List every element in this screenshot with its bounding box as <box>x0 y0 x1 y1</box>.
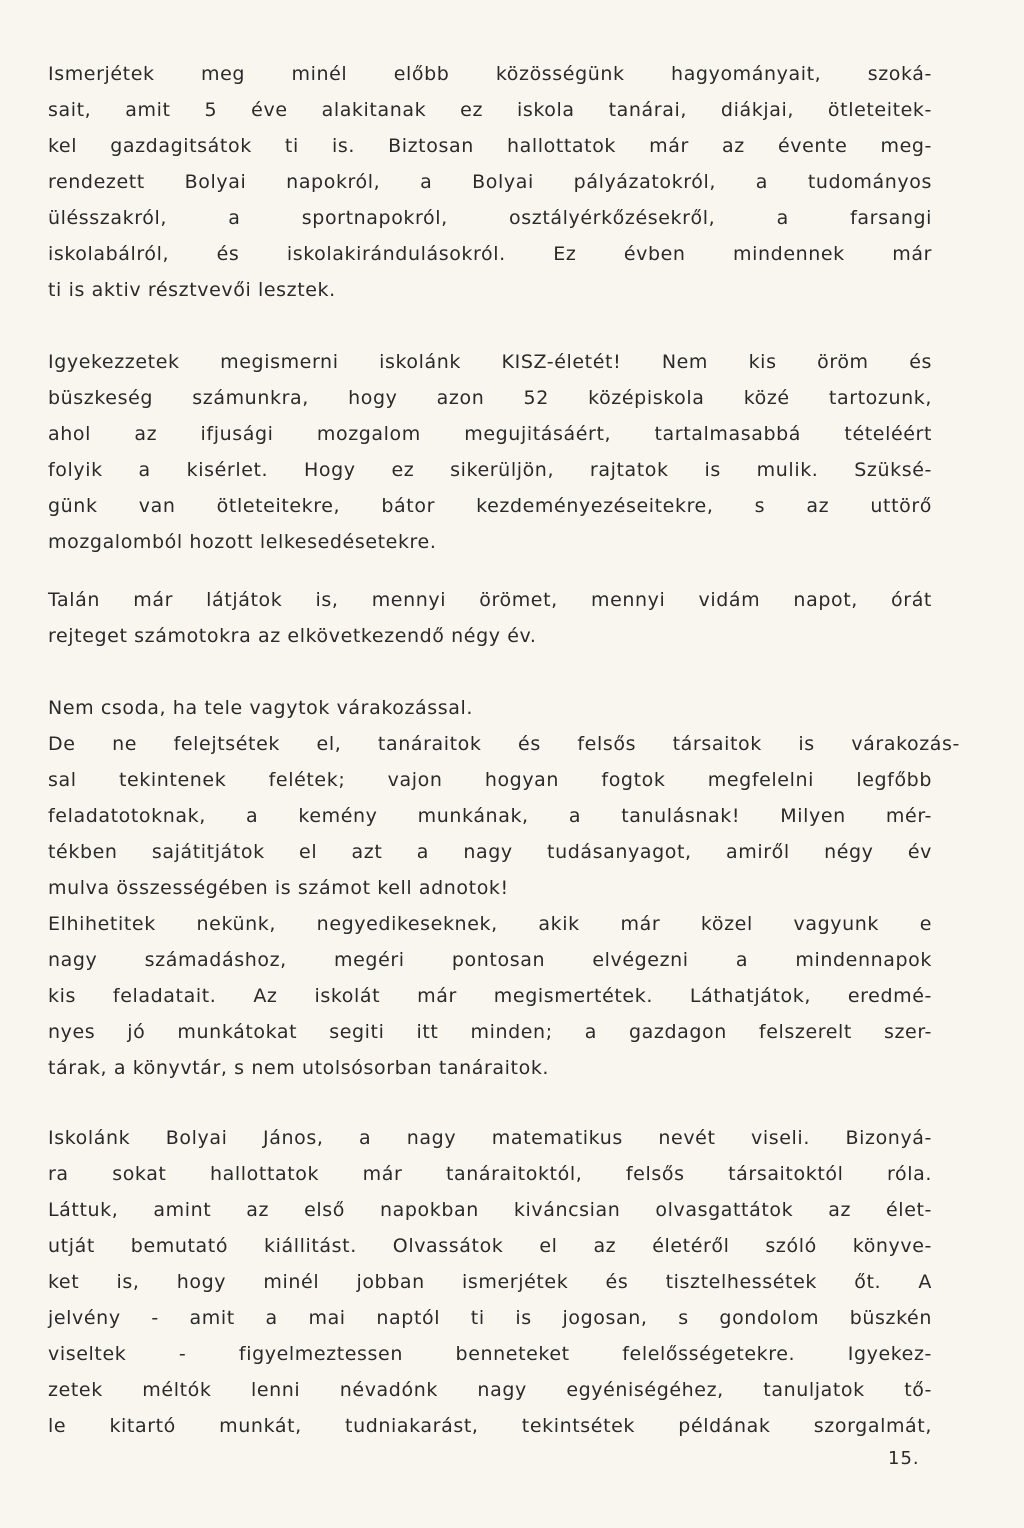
paragraph-line: Elhihetitek nekünk, negyedikeseknek, akik már közel vagyunk e <box>48 913 932 935</box>
paragraph-line: utját bemutató kiállitást. Olvassátok el az életéről szóló könyve- <box>48 1235 932 1257</box>
paragraph-line: kel gazdagitsátok ti is. Biztosan hallottatok már az évente meg- <box>48 135 932 157</box>
paragraph-line: Láttuk, amint az első napokban kiváncsian olvasgattátok az élet- <box>48 1199 932 1221</box>
paragraph-line: mulva összességében is számot kell adnotok! <box>48 877 509 899</box>
paragraph-line: le kitartó munkát, tudniakarást, tekintsétek példának szorgalmát, <box>48 1415 932 1437</box>
paragraph-line: nagy számadáshoz, megéri pontosan elvégezni a mindennapok <box>48 949 932 971</box>
paragraph-line: ti is aktiv résztvevői lesztek. <box>48 279 336 301</box>
paragraph-5 <box>48 1120 948 1444</box>
paragraph-line: sal tekintenek felétek; vajon hogyan fogtok megfelelni legfőbb <box>48 769 932 791</box>
paragraph-line: nyes jó munkátokat segiti itt minden; a gazdagon felszerelt szer- <box>48 1021 932 1043</box>
paragraph-line: rejteget számotokra az elkövetkezendő négy év. <box>48 625 537 647</box>
paragraph-line: iskolabálról, és iskolakirándulásokról. Ez évben mindennek már <box>48 243 932 265</box>
paragraph-line: Iskolánk Bolyai János, a nagy matematikus nevét viseli. Bizonyá- <box>48 1127 932 1149</box>
paragraph-line: feladatotoknak, a kemény munkának, a tanulásnak! Milyen mér- <box>48 805 932 827</box>
paragraph-line: mozgalomból hozott lelkesedésetekre. <box>48 531 437 553</box>
paragraph-line: Igyekezzetek megismerni iskolánk KISZ-életét! Nem kis öröm és <box>48 351 932 373</box>
paragraph-line: zetek méltók lenni névadónk nagy egyéniségéhez, tanuljatok tő- <box>48 1379 932 1401</box>
paragraph-line: Talán már látjátok is, mennyi örömet, mennyi vidám napot, órát <box>48 589 932 611</box>
paragraph-line: ülésszakról, a sportnapokról, osztályérkőzésekről, a farsangi <box>48 207 932 229</box>
paragraph-line: tékben sajátitjátok el azt a nagy tudásanyagot, amiről négy év <box>48 841 932 863</box>
paragraph-line: tárak, a könyvtár, s nem utolsósorban tanáraitok. <box>48 1057 550 1079</box>
paragraph-2 <box>48 344 948 560</box>
paragraph-1 <box>48 56 948 308</box>
paragraph-line: ahol az ifjusági mozgalom megujitásáért, tartalmasabbá tételéért <box>48 423 932 445</box>
paragraph-line: ket is, hogy minél jobban ismerjétek és tisztelhessétek őt. A <box>48 1271 932 1293</box>
paragraph-3 <box>48 582 948 654</box>
paragraph-line: viseltek - figyelmeztessen benneteket felelősségetekre. Igyekez- <box>48 1343 932 1365</box>
paragraph-line: kis feladatait. Az iskolát már megismertétek. Láthatjátok, eredmé- <box>48 985 932 1007</box>
paragraph-line: rendezett Bolyai napokról, a Bolyai pályázatokról, a tudományos <box>48 171 932 193</box>
paragraph-line: De ne felejtsétek el, tanáraitok és felsős társaitok is várakozás- <box>48 733 960 755</box>
paragraph-line: ra sokat hallottatok már tanáraitoktól, felsős társaitoktól róla. <box>48 1163 932 1185</box>
paragraph-4 <box>48 690 960 1086</box>
paragraph-line: günk van ötleteitekre, bátor kezdeményezéseitekre, s az uttörő <box>48 495 932 517</box>
paragraph-line: büszkeség számunkra, hogy azon 52 középiskola közé tartozunk, <box>48 387 932 409</box>
paragraph-line: jelvény - amit a mai naptól ti is jogosan, s gondolom büszkén <box>48 1307 932 1329</box>
page-number: 15. <box>888 1448 920 1469</box>
paragraph-line: Ismerjétek meg minél előbb közösségünk hagyományait, szoká- <box>48 63 932 85</box>
paragraph-line: sait, amit 5 éve alakitanak ez iskola tanárai, diákjai, ötleteitek- <box>48 99 932 121</box>
paragraph-line: folyik a kisérlet. Hogy ez sikerüljön, rajtatok is mulik. Szüksé- <box>48 459 932 481</box>
paragraph-line: Nem csoda, ha tele vagytok várakozással. <box>48 697 474 719</box>
